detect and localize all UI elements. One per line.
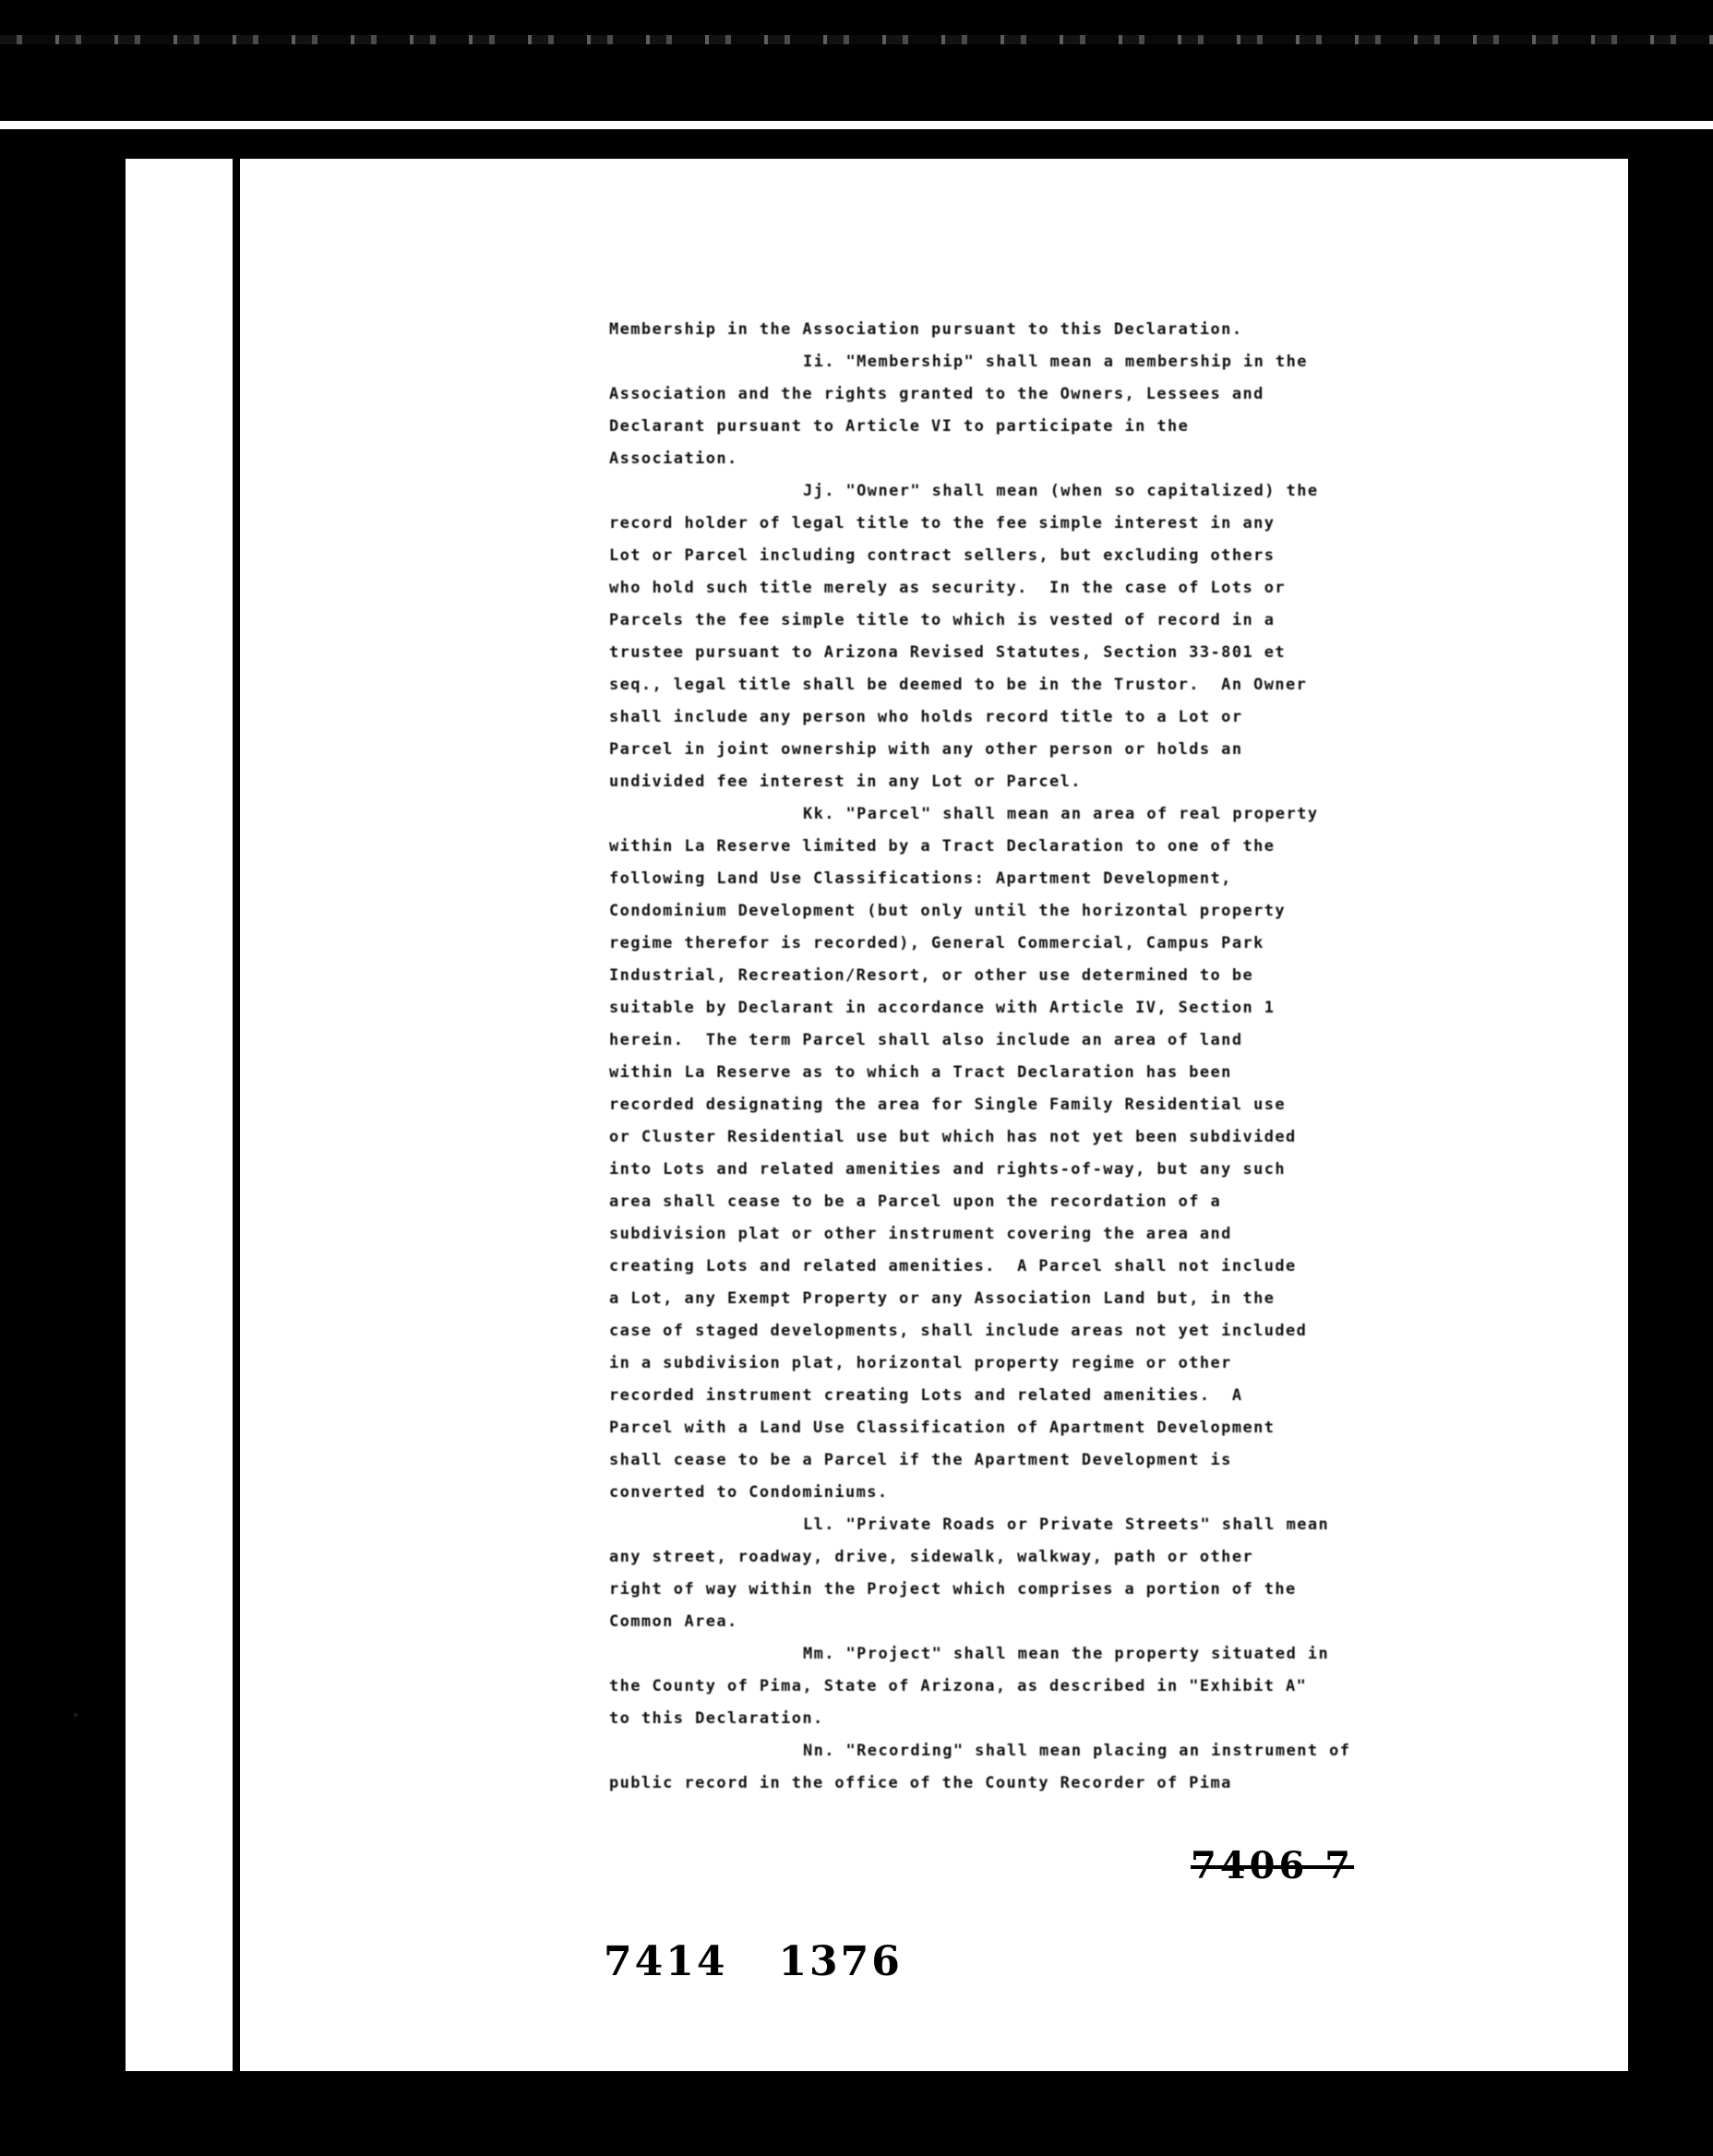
- text-line: or Cluster Residential use but which has not yet been subdivided: [609, 1128, 1297, 1146]
- text-line: to this Declaration.: [609, 1709, 824, 1728]
- text-line: regime therefor is recorded), General Commercial, Campus Park: [609, 934, 1264, 952]
- text-line: in a subdivision plat, horizontal property regime or other: [609, 1354, 1232, 1372]
- margin-rule: [233, 159, 240, 2071]
- text-line: right of way within the Project which comprises a portion of the: [609, 1580, 1297, 1599]
- scan-speck: [74, 1713, 78, 1717]
- text-line: Association and the rights granted to the Owners, Lessees and: [609, 385, 1264, 403]
- text-line: within La Reserve as to which a Tract Declaration has been: [609, 1063, 1232, 1082]
- recording-number: [604, 1938, 903, 1985]
- text-line: a Lot, any Exempt Property or any Association Land but, in the: [609, 1289, 1276, 1308]
- text-line: shall include any person who holds record title to a Lot or: [609, 708, 1243, 726]
- text-line: suitable by Declarant in accordance with Article IV, Section 1: [609, 999, 1276, 1017]
- scan-noise-band: [0, 35, 1713, 44]
- scan-edge-line: [0, 121, 1713, 129]
- text-line: Nn. "Recording" shall mean placing an instrument of: [803, 1742, 1351, 1760]
- text-line: Membership in the Association pursuant to this Declaration.: [609, 320, 1243, 339]
- text-line: Common Area.: [609, 1612, 738, 1631]
- text-line: Jj. "Owner" shall mean (when so capitalized) the: [803, 482, 1319, 500]
- text-line: undivided fee interest in any Lot or Parcel.: [609, 773, 1082, 791]
- text-line: Industrial, Recreation/Resort, or other use determined to be: [609, 966, 1254, 985]
- text-line: converted to Condominiums.: [609, 1483, 889, 1502]
- text-line: case of staged developments, shall include areas not yet included: [609, 1322, 1308, 1340]
- page-number: 1376: [778, 1938, 903, 1985]
- declaration-text: [609, 314, 1495, 1800]
- text-line: who hold such title merely as security. In the case of Lots or: [609, 579, 1286, 597]
- text-line: herein. The term Parcel shall also include an area of land: [609, 1031, 1243, 1049]
- text-line: the County of Pima, State of Arizona, as described in "Exhibit A": [609, 1677, 1308, 1695]
- text-line: subdivision plat or other instrument covering the area and: [609, 1225, 1232, 1243]
- text-line: into Lots and related amenities and rights-of-way, but any such: [609, 1160, 1286, 1179]
- text-line: Condominium Development (but only until the horizontal property: [609, 902, 1286, 920]
- text-line: trustee pursuant to Arizona Revised Statutes, Section 33-801 et: [609, 643, 1286, 662]
- book-number: 7414: [604, 1938, 728, 1985]
- text-line: public record in the office of the County Recorder of Pima: [609, 1774, 1232, 1792]
- text-line: Parcels the fee simple title to which is vested of record in a: [609, 611, 1276, 629]
- text-line: Parcel in joint ownership with any other person or holds an: [609, 740, 1243, 759]
- text-line: shall cease to be a Parcel if the Apartment Development is: [609, 1451, 1232, 1469]
- text-line: Parcel with a Land Use Classification of Apartment Development: [609, 1419, 1276, 1437]
- document-page: [126, 159, 1628, 2071]
- text-line: creating Lots and related amenities. A Parcel shall not include: [609, 1257, 1297, 1276]
- text-line: Lot or Parcel including contract sellers, but excluding others: [609, 546, 1276, 565]
- text-line: Ii. "Membership" shall mean a membership in the: [803, 353, 1308, 371]
- text-line: Ll. "Private Roads or Private Streets" shall mean: [803, 1515, 1330, 1534]
- text-line: within La Reserve limited by a Tract Declaration to one of the: [609, 837, 1276, 856]
- text-line: Mm. "Project" shall mean the property situated in: [803, 1645, 1330, 1663]
- text-line: recorded designating the area for Single Family Residential use: [609, 1096, 1286, 1114]
- text-line: recorded instrument creating Lots and related amenities. A: [609, 1386, 1243, 1405]
- text-line: following Land Use Classifications: Apartment Development,: [609, 869, 1232, 888]
- struck-page-reference: 7406 7: [1191, 1844, 1355, 1887]
- text-line: Declarant pursuant to Article VI to participate in the: [609, 417, 1190, 436]
- text-line: seq., legal title shall be deemed to be in the Trustor. An Owner: [609, 676, 1308, 694]
- text-line: any street, roadway, drive, sidewalk, walkway, path or other: [609, 1548, 1254, 1566]
- text-line: area shall cease to be a Parcel upon the recordation of a: [609, 1192, 1222, 1211]
- text-line: Association.: [609, 449, 738, 468]
- text-line: record holder of legal title to the fee simple interest in any: [609, 514, 1276, 533]
- text-line: Kk. "Parcel" shall mean an area of real property: [803, 805, 1319, 823]
